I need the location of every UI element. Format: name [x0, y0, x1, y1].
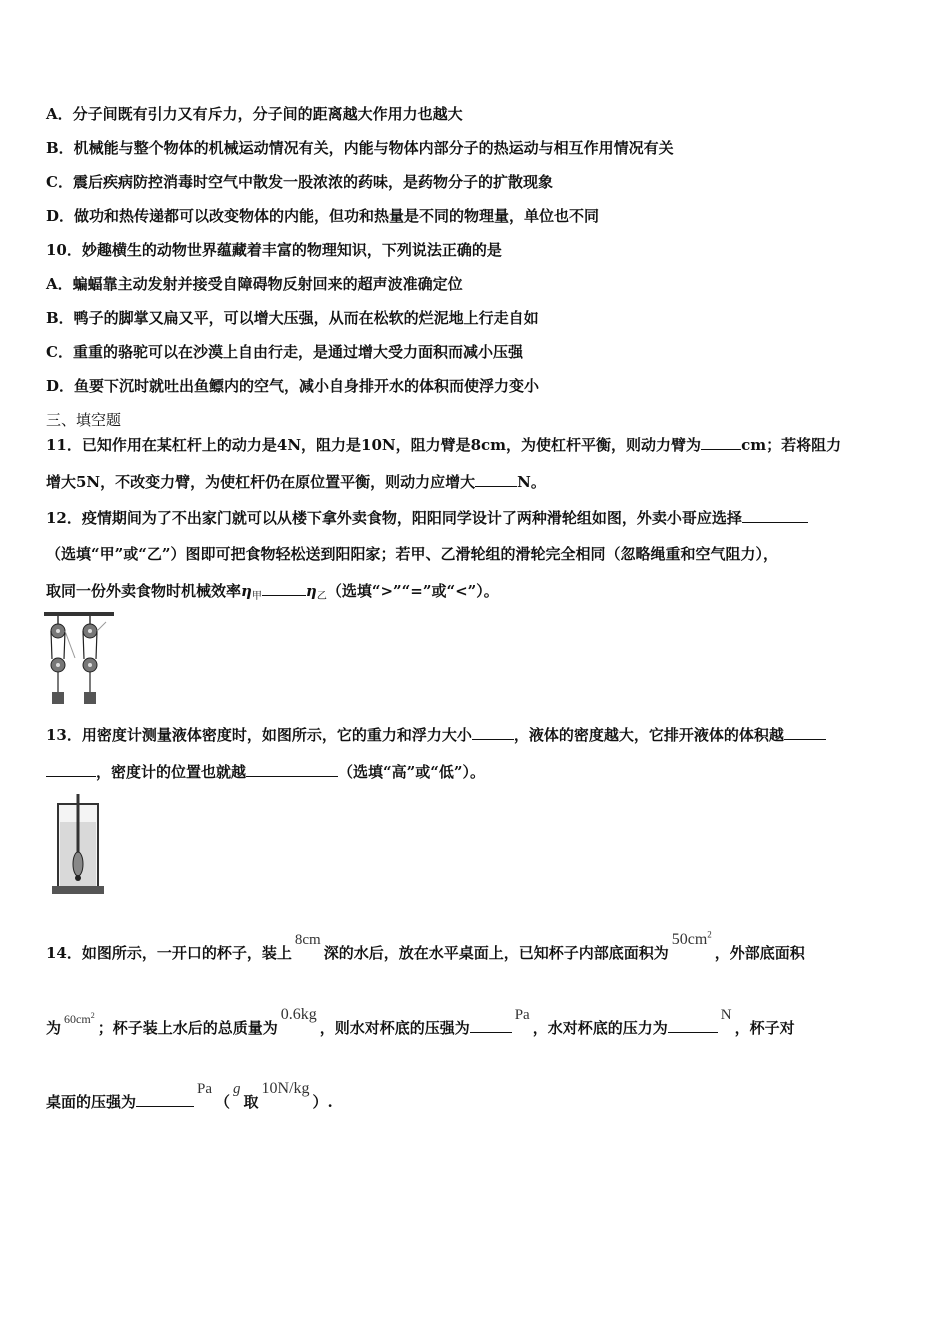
q12-text-3b: （选填“>”“=”或“<”）。 [326, 582, 499, 600]
q11-line-2 [46, 471, 546, 492]
q14-blank-2[interactable] [668, 1018, 718, 1033]
gravity-value: 10N/kg [261, 1080, 310, 1097]
q11-text-2a: 增大5N，不改变力臂，为使杠杆仍在原位置平衡，则动力应增大 [46, 473, 476, 491]
q14-text-2b: ；杯子装上水后的总质量为 [97, 1019, 278, 1037]
q14-text-2e: ，杯子对 [734, 1019, 795, 1037]
hydrometer-figure [52, 792, 104, 896]
outer-area-exponent: 2 [90, 1011, 95, 1020]
q14-text-3b: （ [215, 1093, 231, 1111]
q13-text-2a: ，密度计的位置也就越 [96, 763, 247, 781]
eta-symbol-yi: η [305, 582, 317, 600]
q9-option-a: A．分子间既有引力又有斥力，分子间的距离越大作用力也越大 [46, 105, 463, 123]
pressure-unit-2: Pa [197, 1081, 213, 1097]
subscript-jia: 甲 [251, 591, 262, 602]
q11-blank-2[interactable] [475, 472, 517, 487]
q14-line-2 [46, 1006, 795, 1038]
q14-line-3 [46, 1080, 333, 1112]
pressure-unit: Pa [514, 1007, 530, 1023]
q14-text-2a: 为 [46, 1019, 62, 1037]
q14-text-1a: 14．如图所示，一开口的杯子，装上 [46, 944, 292, 962]
q14-text-1c: ，外部底面积 [714, 944, 805, 962]
q11-text-1a: 11．已知作用在某杠杆上的动力是4N，阻力是10N，阻力臂是8cm，为使杠杆平衡，则动力臂为 [46, 436, 702, 454]
q13-blank-2b[interactable] [46, 762, 96, 777]
q11-text-2b: N。 [517, 473, 546, 491]
ceiling-beam [44, 612, 114, 616]
q14-text-3c: 取 [243, 1093, 259, 1111]
hydrometer-bulb [73, 852, 83, 876]
subscript-yi: 乙 [316, 591, 327, 602]
q10-option-a: A．蝙蝠靠主动发射并接受自障碍物反射回来的超声波准确定位 [46, 275, 463, 293]
q12-blank-2[interactable] [262, 581, 306, 596]
pulley-figure [44, 612, 114, 708]
q9-option-d: D．做功和热传递都可以改变物体的内能，但功和热量是不同的物理量，单位也不同 [46, 207, 600, 225]
outer-area-value: 60cm [64, 1012, 91, 1026]
q14-text-2c: ，则水对杯底的压强为 [319, 1019, 470, 1037]
q13-line-2 [46, 761, 485, 782]
force-unit: N [720, 1007, 732, 1023]
eta-symbol-jia: η [241, 582, 252, 600]
mass-value: 0.6kg [280, 1006, 317, 1023]
q11-blank-1[interactable] [701, 435, 741, 450]
section-heading: 三、填空题 [46, 411, 122, 429]
q12-line-3 [46, 580, 499, 601]
q10-option-c: C．重重的骆驼可以在沙漠上自由行走，是通过增大受力面积而减小压强 [46, 343, 523, 361]
q13-line-1 [46, 724, 826, 745]
weight-yi [84, 692, 96, 704]
inner-area-exponent: 2 [707, 929, 712, 940]
weight-jia [52, 692, 64, 704]
q13-blank-1[interactable] [472, 725, 514, 740]
q12-line-2: （选填“甲”或“乙”）图即可把食物轻松送到阳阳家；若甲、乙滑轮组的滑轮完全相同（忽略绳重和空气阻力）， [46, 545, 779, 563]
q14-text-2d: ，水对杯底的压力为 [532, 1019, 668, 1037]
q9-option-c: C．震后疾病防控消毒时空气中散发一股浓浓的药味，是药物分子的扩散现象 [46, 173, 553, 191]
depth-value: 8cm [294, 932, 321, 948]
q13-blank-3[interactable] [246, 762, 338, 777]
q14-text-3a: 桌面的压强为 [46, 1093, 137, 1111]
q14-blank-1[interactable] [470, 1018, 512, 1033]
q10-option-b: B．鸭子的脚掌又扁又平，可以增大压强，从而在松软的烂泥地上行走自如 [46, 309, 539, 327]
q14-line-1 [46, 929, 805, 963]
q12-blank-1[interactable] [742, 508, 808, 523]
q13-text-2b: （选填“高”或“低”）。 [338, 763, 486, 781]
q9-option-b: B．机械能与整个物体的机械运动情况有关，内能与物体内部分子的热运动与相互作用情况有关 [46, 139, 674, 157]
q14-text-1b: 深的水后，放在水平桌面上，已知杯子内部底面积为 [323, 944, 669, 962]
inner-area-value: 50cm [671, 931, 708, 948]
q12-text-1: 12．疫情期间为了不出家门就可以从楼下拿外卖食物，阳阳同学设计了两种滑轮组如图，外卖小哥应选择 [46, 509, 742, 527]
gravity-symbol: g [233, 1081, 241, 1097]
q11-text-1b: cm；若将阻力 [741, 436, 842, 454]
q13-text-1b: ，液体的密度越大，它排开液体的体积越 [513, 726, 784, 744]
q10-stem: 10．妙趣横生的动物世界蕴藏着丰富的物理知识，下列说法正确的是 [46, 241, 502, 259]
q13-blank-2a[interactable] [784, 725, 826, 740]
q11-line-1 [46, 434, 841, 455]
q13-text-1a: 13．用密度计测量液体密度时，如图所示，它的重力和浮力大小 [46, 726, 472, 744]
q14-blank-3[interactable] [136, 1092, 194, 1107]
q14-text-3d: ）. [312, 1093, 333, 1111]
q12-line-1 [46, 507, 808, 528]
q10-option-d: D．鱼要下沉时就吐出鱼鳔内的空气，减小自身排开水的体积而使浮力变小 [46, 377, 540, 395]
cylinder-base [52, 886, 104, 894]
q12-text-3a: 取同一份外卖食物时机械效率 [46, 582, 242, 600]
